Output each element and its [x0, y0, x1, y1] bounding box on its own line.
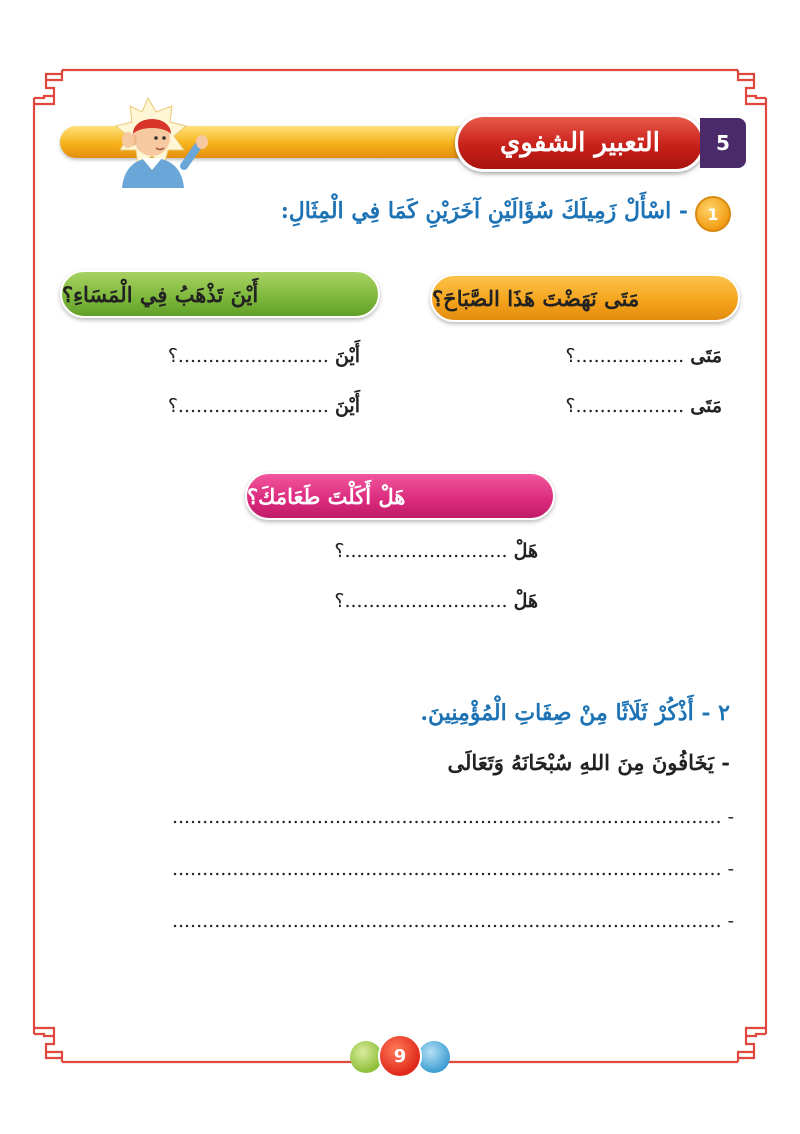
lesson-title-banner: [455, 114, 705, 172]
example-question-when-text: مَتَى نَهَضْتَ هَذَا الصَّبَاحَ؟: [432, 285, 640, 311]
answer-word: هَلْ: [513, 540, 538, 562]
question-2-instruction: ٢ - أَذْكُرْ ثَلَاثًا مِنْ صِفَاتِ الْمُؤْمِنِينَ.: [420, 700, 730, 726]
answer-blank: .........................؟: [167, 395, 329, 417]
lesson-number: 5: [716, 131, 730, 155]
question-1-number-badge: [695, 196, 731, 232]
example-question-where-text: أَيْنَ تَذْهَبُ فِي الْمَسَاءِ؟: [62, 281, 259, 307]
answer-line-trait-3[interactable]: - ...........................................................................................: [171, 910, 734, 932]
answer-word: مَتَى: [690, 395, 722, 417]
question-2-example-answer: - يَخَافُونَ مِنَ اللهِ سُبْحَانَهُ وَتَعَالَى: [447, 750, 730, 775]
answer-blank: ...........................؟: [334, 590, 508, 612]
answer-blank: ...........................؟: [334, 540, 508, 562]
page-number-badge: [378, 1034, 422, 1078]
example-question-did-text: هَلْ أَكَلْتَ طَعَامَكَ؟: [247, 483, 406, 509]
answer-line-when-2[interactable]: [565, 395, 722, 417]
answer-line-when-1[interactable]: [565, 345, 722, 367]
answer-line-trait-2[interactable]: - ...........................................................................................: [171, 858, 734, 880]
answer-word: أَيْنَ: [334, 345, 360, 367]
answer-blank: ..................؟: [565, 395, 685, 417]
question-1-instruction: - اسْأَلْ زَمِيلَكَ سُؤَالَيْنِ آخَرَيْنِ كَمَا فِي الْمِثَالِ:: [280, 198, 688, 224]
page-number: 9: [393, 1045, 407, 1067]
answer-word: مَتَى: [690, 345, 722, 367]
answer-blank: ..................؟: [565, 345, 685, 367]
example-question-did: [245, 472, 555, 520]
example-question-where: [60, 270, 380, 318]
question-1-number: 1: [707, 204, 719, 224]
decorative-ball-blue: [418, 1041, 450, 1073]
answer-line-where-2[interactable]: [168, 395, 360, 417]
answer-word: أَيْنَ: [334, 395, 360, 417]
answer-line-did-2[interactable]: [334, 590, 538, 612]
answer-line-did-1[interactable]: [334, 540, 538, 562]
answer-line-where-1[interactable]: [168, 345, 360, 367]
lesson-number-badge: [700, 118, 746, 168]
lesson-title: التعبير الشفوي: [500, 128, 660, 158]
boy-listening-illustration: [98, 96, 222, 188]
answer-blank: .........................؟: [167, 345, 329, 367]
page-number-ornament: [348, 1034, 452, 1078]
answer-line-trait-1[interactable]: - ...........................................................................................: [171, 806, 734, 828]
answer-word: هَلْ: [513, 590, 538, 612]
example-question-when: [430, 274, 740, 322]
